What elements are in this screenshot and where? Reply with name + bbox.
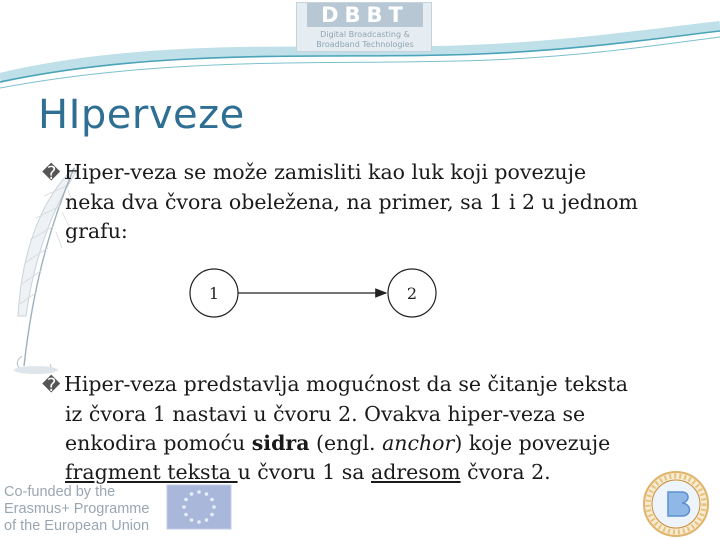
paragraph-text: iz čvora 1 nastavi u čvoru 2. Ovakva hiper-veza se xyxy=(65,402,586,426)
paragraph-line xyxy=(42,458,692,487)
university-seal-icon xyxy=(642,470,710,538)
paragraph-text: (engl. xyxy=(309,431,383,455)
graph-node-2-label: 2 xyxy=(406,284,418,303)
graph-node-1-label: 1 xyxy=(208,284,220,303)
paragraph-text: grafu: xyxy=(65,219,128,243)
paragraph-text: ) koje povezuje xyxy=(454,431,611,455)
paragraph-text: u čvoru 1 sa xyxy=(237,460,372,484)
paragraph-hyperlink-definition xyxy=(42,158,692,246)
eu-cofunding-line: Erasmus+ Programme xyxy=(4,501,150,517)
paragraph-line xyxy=(42,429,692,458)
slide-title: HIperveze xyxy=(38,92,245,138)
paragraph-text: Hiper-veza predstavlja mogućnost da se čitanje teksta xyxy=(64,372,628,396)
paragraph-line xyxy=(42,370,692,400)
term-fragment-teksta: fragment teksta xyxy=(65,460,238,484)
eu-cofunding-line: Co-funded by the xyxy=(4,484,116,500)
dbbt-logo-subtitle-1: Digital Broadcasting & xyxy=(320,30,410,39)
dbbt-logo xyxy=(296,2,432,52)
eu-flag-icon xyxy=(166,484,232,530)
two-node-graph xyxy=(186,264,442,322)
term-anchor: anchor xyxy=(382,431,455,455)
paragraph-text: Hiper-veza se može zamisliti kao luk koji povezuje xyxy=(64,160,587,184)
eu-cofunding-text xyxy=(0,484,174,535)
term-adresom: adresom xyxy=(371,460,461,484)
paragraph-text: neka dva čvora obeležena, na primer, sa 1 i 2 u jednom xyxy=(65,190,638,214)
eu-cofunding-line: of the European Union xyxy=(4,518,150,534)
paragraph-hyperlink-anchor xyxy=(42,370,692,487)
bullet-marker: � xyxy=(42,375,61,396)
dbbt-logo-subtitle-2: Broadband Technologies xyxy=(316,40,414,49)
term-sidra: sidra xyxy=(251,431,310,455)
paragraph-text: čvora 2. xyxy=(460,460,551,484)
paragraph-text: enkodira pomoću xyxy=(65,431,252,455)
dbbt-logo-mark: DBBT xyxy=(307,3,423,27)
paragraph-line xyxy=(42,158,692,188)
bullet-marker: � xyxy=(42,163,61,184)
